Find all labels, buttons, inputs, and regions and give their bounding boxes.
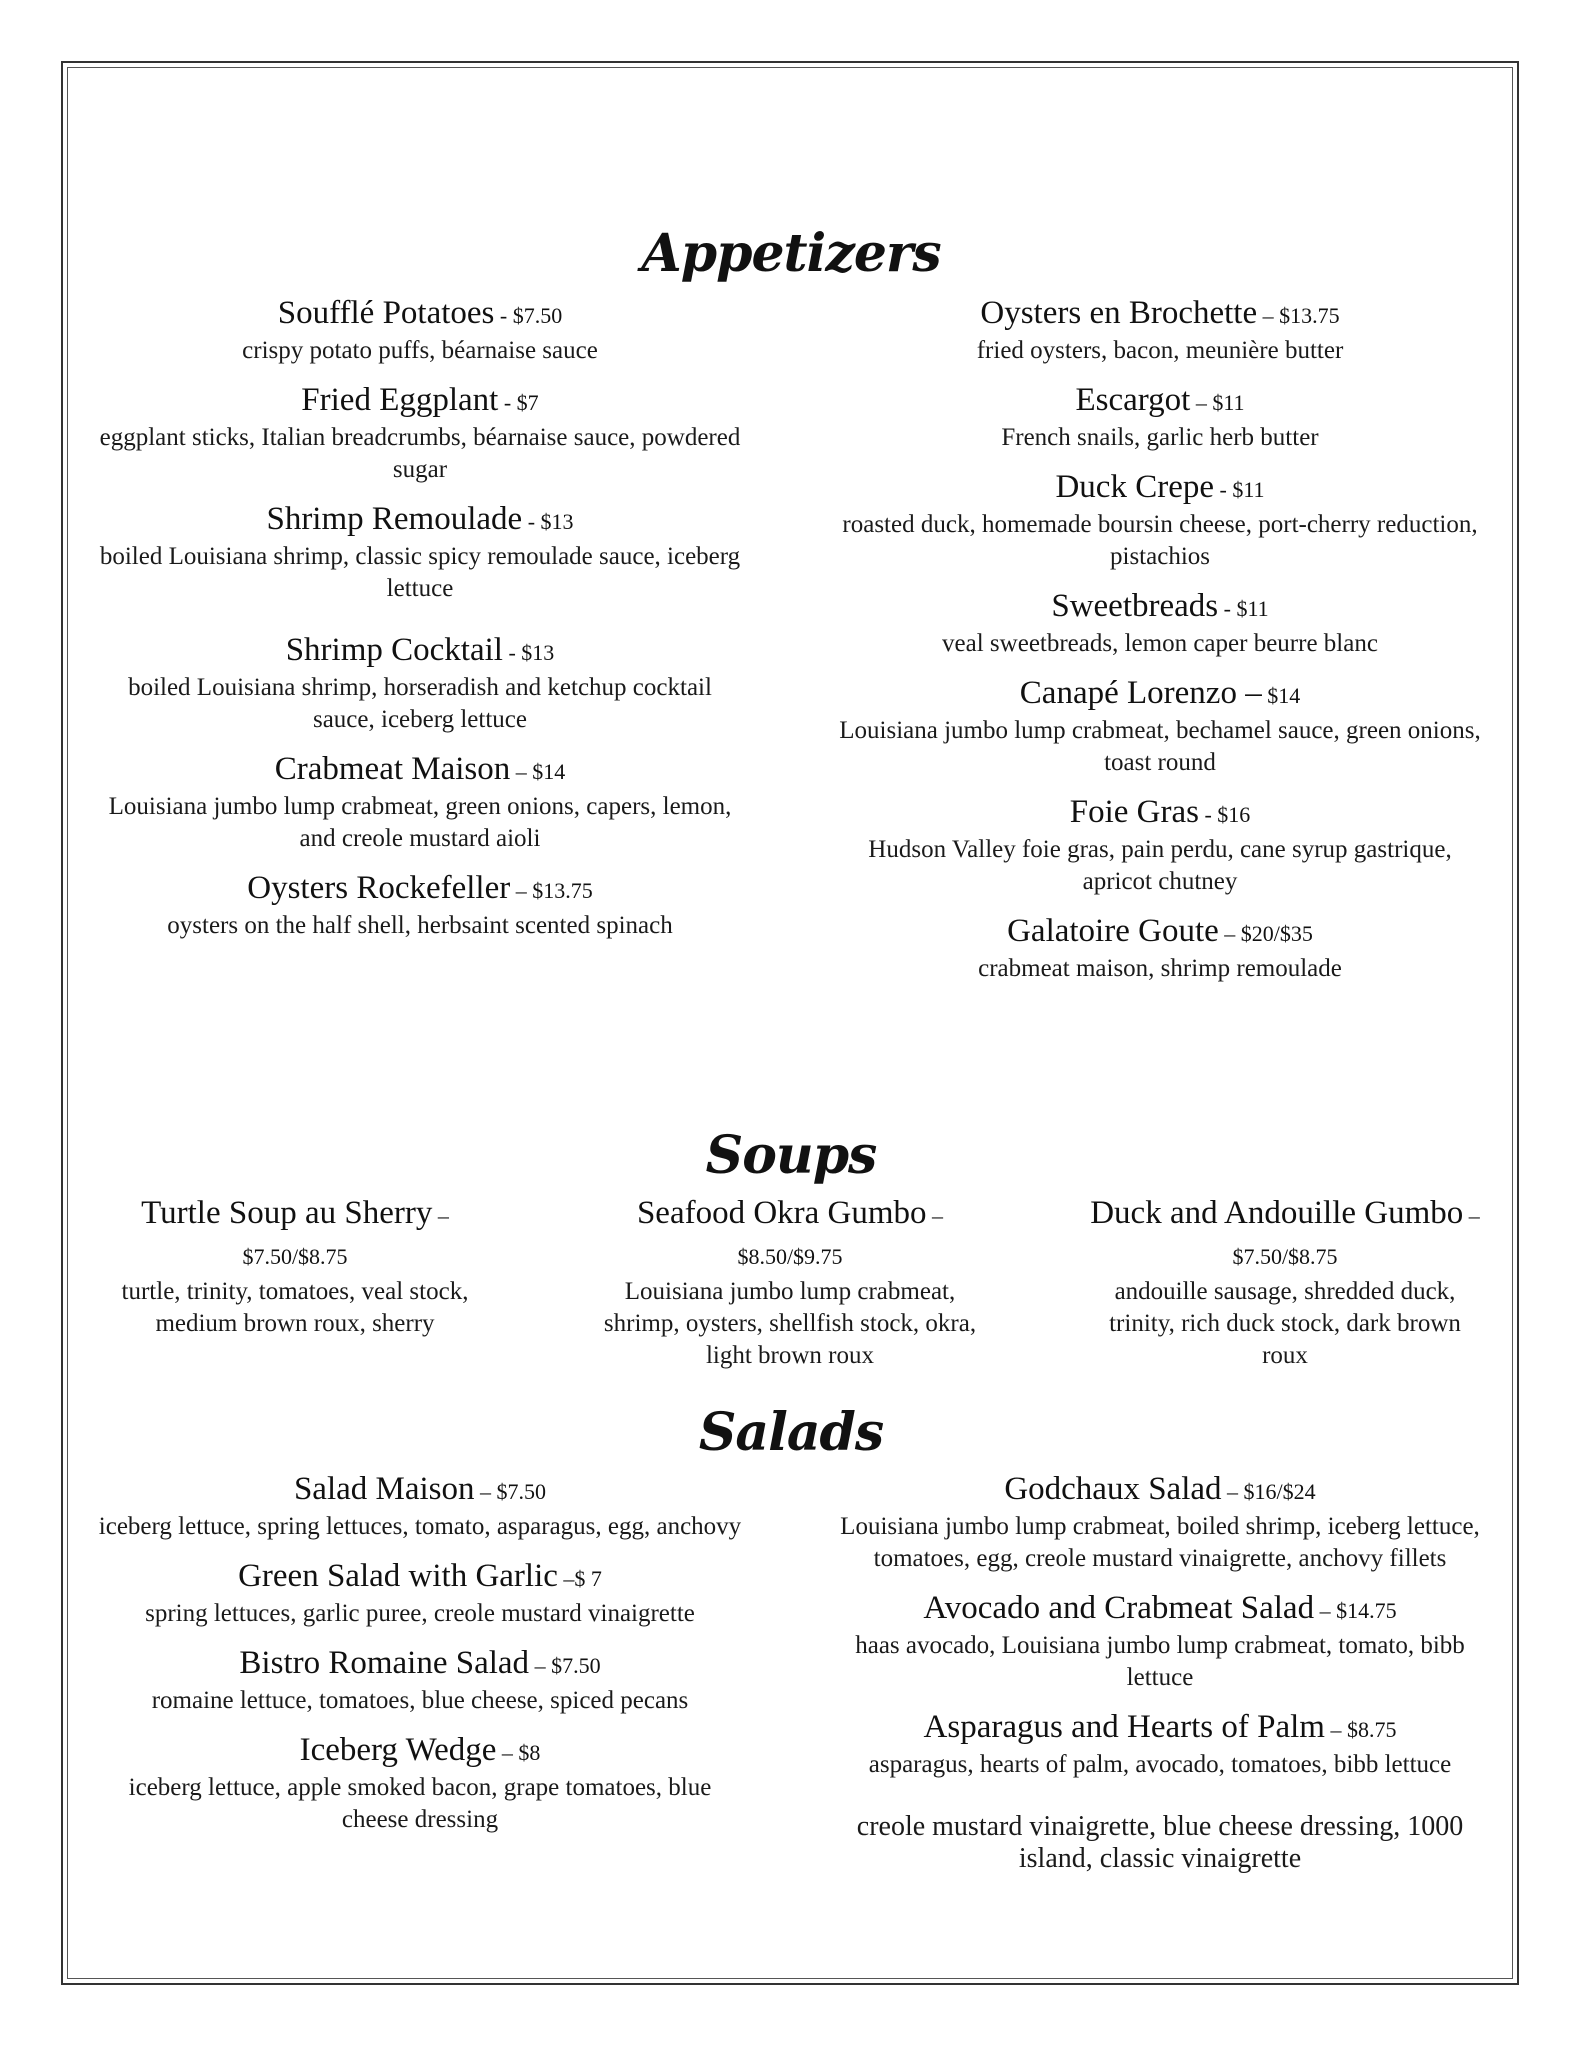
item-name: Duck Crepe <box>1055 469 1214 505</box>
item-description: crabmeat maison, shrimp remoulade <box>978 955 1342 982</box>
item-description: veal sweetbreads, lemon caper beurre blanc <box>942 630 1378 657</box>
dressings-list: creole mustard vinaigrette, blue cheese dressing, 1000 island, classic vinaigrette <box>856 1811 1464 1874</box>
item-description: spring lettuces, garlic puree, creole mustard vinaigrette <box>145 1600 695 1627</box>
item-description: Louisiana jumbo lump crabmeat, shrimp, oysters, shellfish stock, okra, light brown roux <box>603 1278 977 1369</box>
salads-right-column <box>835 1470 1485 1875</box>
item-description: asparagus, hearts of palm, avocado, tomatoes, bibb lettuce <box>868 1751 1452 1778</box>
item-name: Iceberg Wedge <box>299 1732 497 1768</box>
item-price: – $14.75 <box>1314 1598 1397 1623</box>
item-description: haas avocado, Louisiana jumbo lump crabmeat, tomato, bibb lettuce <box>855 1632 1465 1691</box>
item-description: andouille sausage, shredded duck, trinity, rich duck stock, dark brown roux <box>1109 1278 1461 1369</box>
menu-item <box>95 1194 495 1340</box>
item-description: fried oysters, bacon, meunière butter <box>976 337 1344 364</box>
menu-item <box>95 631 745 736</box>
item-price: – $8.50/$9.75 <box>737 1203 944 1269</box>
item-description: Louisiana jumbo lump crabmeat, bechamel sauce, green onions, toast round <box>839 717 1481 776</box>
item-price: – $7.50/$8.75 <box>1232 1203 1480 1269</box>
item-name: Canapé Lorenzo – <box>1019 675 1262 711</box>
appetizers-right-column <box>835 294 1485 985</box>
item-description: crispy potato puffs, béarnaise sauce <box>242 337 598 364</box>
appetizers-left-column <box>95 294 745 942</box>
item-price: - $11 <box>1214 477 1265 502</box>
item-name: Bistro Romaine Salad <box>239 1645 530 1681</box>
item-name: Avocado and Crabmeat Salad <box>923 1590 1315 1626</box>
item-description: oysters on the half shell, herbsaint scented spinach <box>167 912 673 939</box>
menu-item <box>835 587 1485 660</box>
item-price: - $7.50 <box>494 303 563 328</box>
item-price: – $14 <box>510 759 566 784</box>
item-price: - $16 <box>1198 802 1251 827</box>
soup-column-2 <box>590 1194 990 1372</box>
item-name: Shrimp Remoulade <box>266 501 523 537</box>
menu-item <box>95 381 745 486</box>
item-description: Louisiana jumbo lump crabmeat, boiled shrimp, iceberg lettuce, tomatoes, egg, creole mustard vinaigrette, anchovy fillets <box>840 1513 1480 1572</box>
item-price: $14 <box>1261 683 1301 708</box>
item-name: Seafood Okra Gumbo <box>636 1195 927 1231</box>
item-name: Green Salad with Garlic <box>238 1558 558 1594</box>
item-description: boiled Louisiana shrimp, classic spicy remoulade sauce, iceberg lettuce <box>99 543 741 602</box>
menu-item <box>95 1470 745 1543</box>
item-description: Louisiana jumbo lump crabmeat, green onions, capers, lemon, and creole mustard aioli <box>108 793 732 852</box>
menu-item <box>835 674 1485 779</box>
menu-item <box>835 468 1485 573</box>
menu-item <box>95 869 745 942</box>
item-name: Foie Gras <box>1069 794 1199 830</box>
menu-item <box>1085 1194 1485 1372</box>
menu-item <box>835 1708 1485 1781</box>
item-description: French snails, garlic herb butter <box>1001 424 1319 451</box>
item-name: Sweetbreads <box>1051 588 1219 624</box>
item-name: Fried Eggplant <box>301 382 499 418</box>
item-description: Hudson Valley foie gras, pain perdu, cane syrup gastrique, apricot chutney <box>868 836 1452 895</box>
item-name: Duck and Andouille Gumbo <box>1090 1195 1464 1231</box>
item-description: romaine lettuce, tomatoes, blue cheese, spiced pecans <box>151 1687 689 1714</box>
menu-item <box>835 1470 1485 1575</box>
item-price: – $8 <box>496 1740 541 1765</box>
item-name: Godchaux Salad <box>1004 1471 1222 1507</box>
item-description: boiled Louisiana shrimp, horseradish and ketchup cocktail sauce, iceberg lettuce <box>128 674 712 733</box>
item-price: – $8.75 <box>1324 1717 1397 1742</box>
item-price: - $13 <box>502 640 555 665</box>
item-name: Shrimp Cocktail <box>285 632 503 668</box>
item-description: iceberg lettuce, apple smoked bacon, grape tomatoes, blue cheese dressing <box>128 1774 712 1833</box>
menu-item <box>835 912 1485 985</box>
menu-item <box>590 1194 990 1372</box>
salads-heading: Salads <box>698 1402 884 1463</box>
soup-column-1 <box>95 1194 495 1340</box>
item-price: –$ 7 <box>557 1566 602 1591</box>
menu-item <box>95 750 745 855</box>
item-description: eggplant sticks, Italian breadcrumbs, béarnaise sauce, powdered sugar <box>99 424 741 483</box>
item-name: Asparagus and Hearts of Palm <box>923 1709 1325 1745</box>
item-price: – $11 <box>1190 390 1245 415</box>
menu-item <box>95 1644 745 1717</box>
item-name: Galatoire Goute <box>1007 913 1219 949</box>
item-name: Salad Maison <box>293 1471 475 1507</box>
item-price: – $7.50 <box>474 1479 547 1504</box>
item-description: turtle, trinity, tomatoes, veal stock, medium brown roux, sherry <box>121 1278 469 1337</box>
item-price: – $16/$24 <box>1221 1479 1316 1504</box>
menu-item <box>95 294 745 367</box>
menu-item <box>95 1731 745 1836</box>
soups-heading: Soups <box>705 1125 877 1186</box>
item-price: - $7 <box>498 390 539 415</box>
item-price: – $7.50 <box>529 1653 601 1678</box>
soup-column-3 <box>1085 1194 1485 1372</box>
menu-item <box>835 294 1485 367</box>
menu-item <box>95 500 745 605</box>
item-name: Crabmeat Maison <box>274 751 511 787</box>
item-price: – $13.75 <box>1257 303 1340 328</box>
item-name: Soufflé Potatoes <box>277 295 495 331</box>
menu-item <box>835 381 1485 454</box>
item-price: – $20/$35 <box>1218 921 1313 946</box>
item-price: - $13 <box>522 509 574 534</box>
appetizers-heading: Appetizers <box>641 223 941 284</box>
menu-item <box>95 1557 745 1630</box>
item-name: Oysters en Brochette <box>980 295 1258 331</box>
item-description: roasted duck, homemade boursin cheese, port-cherry reduction, pistachios <box>842 511 1478 570</box>
item-name: Turtle Soup au Sherry <box>141 1195 433 1231</box>
item-price: – $13.75 <box>510 878 593 903</box>
menu-item <box>835 1589 1485 1694</box>
item-price: – $7.50/$8.75 <box>242 1203 449 1269</box>
item-description: iceberg lettuce, spring lettuces, tomato, asparagus, egg, anchovy <box>98 1513 742 1540</box>
item-name: Escargot <box>1075 382 1191 418</box>
item-price: - $11 <box>1218 596 1269 621</box>
menu-item <box>835 793 1485 898</box>
salads-left-column <box>95 1470 745 1836</box>
item-name: Oysters Rockefeller <box>247 870 511 906</box>
